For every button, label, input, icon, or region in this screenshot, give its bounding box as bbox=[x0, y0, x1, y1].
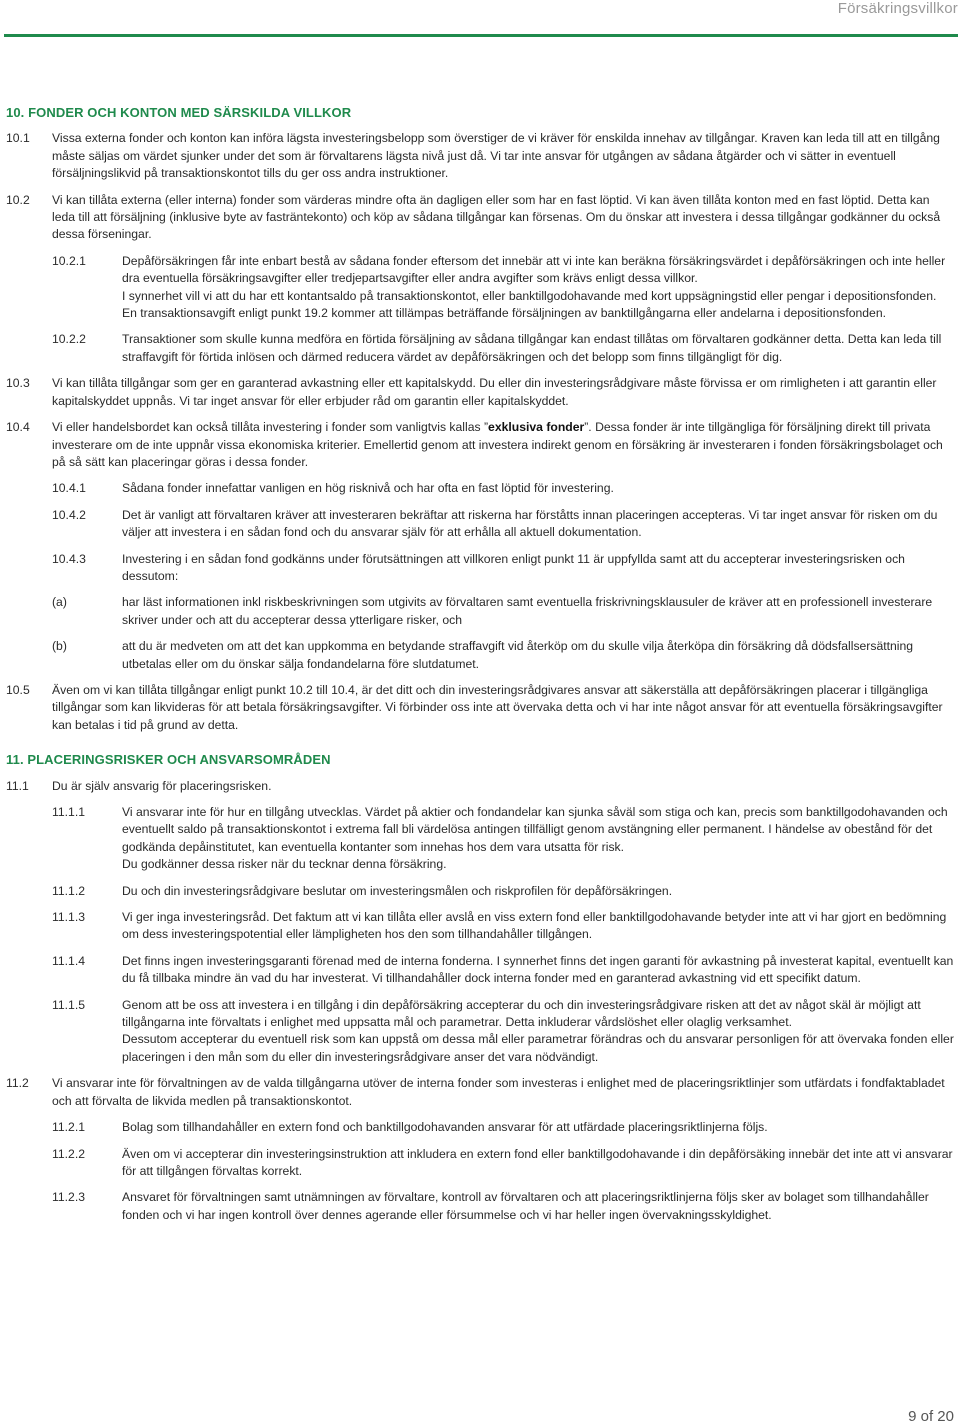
clause-text: Vissa externa fonder och konton kan införa lägsta investeringsbelopp som överstiger de vi kräver för enskilda innehav av tillgångar. Kraven kan leda till att en tillgång måste säljas om värdet sjunker under det som är förvaltarens lägsta nivå just då. Vi tar inte ansvar för utgången av sådana åtgärder och vi sätter in eventuell försäljningslikvid på transaktionskontot tills du ger oss andra instruktioner. bbox=[52, 131, 940, 181]
clause-11-2-3 bbox=[6, 1189, 954, 1224]
exclusive-funds-term: exklusiva fonder bbox=[488, 420, 585, 435]
clause-number: 11.1.5 bbox=[52, 997, 85, 1012]
clause-text: Ansvaret för förvaltningen samt utnämningen av förvaltare, kontroll av förvaltaren och att placeringsriktlinjerna följs sker av bolaget som tillhandahåller fonden och vi har ingen kontroll över dennes agerande eller försummelse och vi har heller ingen övervakningsskyldighet. bbox=[122, 1190, 929, 1222]
clause-10-4-3-b bbox=[6, 638, 954, 673]
clause-number: 10.2.2 bbox=[52, 332, 86, 347]
clause-number: 11.1.4 bbox=[52, 953, 85, 968]
clause-text: Vi kan tillåta externa (eller interna) fonder som värderas mindre ofta än dagligen eller som har en fast löptid. Vi kan även tillåta konton med en fast löptid. Detta kan leda till att försäljning (inklusive byte av fasträntekonto) och köp av sådana tillgångar kan försenas. Om du önskar att investera i dessa tillgångar godkänner du också dessa förseningar. bbox=[52, 192, 941, 242]
clause-text bbox=[52, 419, 954, 471]
clause-number: 10.2 bbox=[6, 192, 30, 207]
section-heading-10: 10. FONDER OCH KONTON MED SÄRSKILDA VILLKOR bbox=[6, 105, 352, 120]
clause-text: Du och din investeringsrådgivare beslutar om investeringsmålen och riskprofilen för depåförsäkringen. bbox=[122, 883, 673, 898]
clause-text: Det är vanligt att förvaltaren kräver att investeraren bekräftar att riskerna har förståtts innan placeringen accepteras. Vi tar inget ansvar för risken om du väljer att investera i en sådan fond och du ansvarar själv för att erhålla all aktuell dokumentation. bbox=[122, 507, 938, 540]
clause-text: Transaktioner som skulle kunna medföra en förtida försäljning av sådana tillgångar kan endast tillåtas om förvaltaren godkänner detta. Detta kan leda till straffavgift för förtida inlösen och därmed reducera värdet av depåförsäkringen och det belopp som finns tillgängligt för dig. bbox=[122, 332, 942, 364]
clause-10-4-2 bbox=[6, 507, 954, 542]
page-number: 9 of 20 bbox=[908, 1408, 954, 1425]
clause-10-4-3-a bbox=[6, 594, 954, 629]
clause-text: Du är själv ansvarig för placeringsrisken. bbox=[52, 778, 272, 793]
clause-text: Depåförsäkringen får inte enbart bestå av sådana fonder eftersom det innebär att vi inte kan beräkna försäkringsvärdet i depåförsäkringen och inte heller dra eventuella försäkringsavgifter eller tredjepartsavgifter eller andra avgifter som krävs enligt dessa villkor. bbox=[122, 253, 946, 286]
clause-number: 10.1 bbox=[6, 131, 30, 146]
clause-11-1-1 bbox=[6, 804, 954, 874]
clause-11-1-2 bbox=[6, 883, 954, 900]
clause-number: 11.2.2 bbox=[52, 1146, 85, 1161]
clause-text: Vi ger inga investeringsråd. Det faktum att vi kan tillåta eller avslå en viss extern fond eller banktillgodohavande betyder inte att vi har gjort en bedömning om dess investeringspotential eller lämpligheten hos den som tillhandahåller tillgången. bbox=[122, 910, 947, 942]
clause-number: 11.1.3 bbox=[52, 910, 85, 925]
clause-number: 11.2.1 bbox=[52, 1120, 85, 1135]
section-heading-11: 11. PLACERINGSRISKER OCH ANSVARSOMRÅDEN bbox=[6, 752, 331, 768]
clause-number: 10.2.1 bbox=[52, 253, 86, 268]
clause-text-part: ”. Dessa fonder är inte tillgängliga för försäljning direkt till privata investerare om de inte uppnår vissa ekonomiska kriterier. Emellertid genom att investera indirekt genom en försäkring är investeraren i fonden försäkringsbolaget och på så sätt kan placeringar göras i dessa fonder. bbox=[52, 420, 943, 469]
clause-number: 11.1.2 bbox=[52, 883, 85, 898]
clause-11-1-4 bbox=[6, 953, 954, 988]
clause-text: Även om vi kan tillåta tillgångar enligt punkt 10.2 till 10.4, är det ditt och din investeringsrådgivares ansvar att säkerställa att depåförsäkringen placerar i tillgängliga tillgångar som kan likvideras för att betala försäkringsavgifter. Vi förbinder oss inte att övervaka detta och vi har inte något ansvar för att eventuella försäkringsavgifter kan betalas i tid på grund av detta. bbox=[52, 682, 943, 732]
clause-text: Sådana fonder innefattar vanligen en hög risknivå och har ofta en fast löptid för investering. bbox=[122, 481, 614, 496]
clause-number: 10.4.1 bbox=[52, 481, 86, 496]
clause-11-2-1 bbox=[6, 1119, 954, 1136]
clause-text: Vi kan tillåta tillgångar som ger en garanterad avkastning eller ett kapitalskydd. Du eller din investeringsrådgivare måste förvissa er om rimligheten i att garantin eller kapitalskyddet uppnås. Vi tar inget ansvar för eller erbjuder råd om garantin eller kapitalskyddet. bbox=[52, 376, 937, 408]
clause-10-4-3 bbox=[6, 551, 954, 586]
clause-text: I synnerhet vill vi att du har ett kontantsaldo på transaktionskontot, eller banktillgodohavande med kort uppsägningstid eller pengar i depositionsfonden. En transaktionsavgift enligt punkt 19.2 kommer att tillämpas beträffande försäljningen av banktillgångarna eller andelarna i depositionsfonden. bbox=[122, 288, 937, 321]
document-body bbox=[6, 104, 954, 1233]
clause-text: Du godkänner dessa risker när du tecknar denna försäkring. bbox=[122, 857, 447, 872]
clause-number: 11.2.3 bbox=[52, 1190, 85, 1205]
clause-10-4-1 bbox=[6, 480, 954, 497]
clause-number: (b) bbox=[52, 639, 67, 654]
clause-text: Genom att be oss att investera i en tillgång i din depåförsäkring accepterar du och din investeringsrådgivare risken att det av något skäl är möjligt att tillgångarna inte förvaltats i enlighet med uppsatta mål och parametrar. Detta inkluderar vårdslöshet eller olaglig verksamhet. bbox=[122, 997, 921, 1030]
clause-number: 10.4.2 bbox=[52, 507, 86, 522]
clause-number: (a) bbox=[52, 595, 67, 610]
clause-11-1-3 bbox=[6, 909, 954, 944]
clause-text: att du är medveten om att det kan uppkomma en betydande straffavgift vid återköp om du skulle vilja återköpa din försäkring då dödsfallsersättning utbetalas eller om du önskar sälja fondandelarna före slutdatumet. bbox=[122, 639, 914, 671]
clause-11-1-5 bbox=[6, 997, 954, 1067]
clause-number: 10.4.3 bbox=[52, 551, 86, 566]
clause-11-2 bbox=[6, 1075, 954, 1110]
clause-10-3 bbox=[6, 375, 954, 410]
clause-11-2-2 bbox=[6, 1146, 954, 1181]
clause-text: Vi ansvarar inte för hur en tillgång utvecklas. Värdet på aktier och fondandelar kan sjunka såväl som stiga och kan, precis som banktillgodohavanden och eventuellt saldo på transaktionskontot i extrema fall bli värdelösa antingen tillfälligt genom avstängning eller permanent. I händelse av obestånd för det godkända depåinstitutet, kan eventuella kontanter som innehas hos dem vara utsatta för risk. bbox=[122, 805, 948, 854]
clause-text: Det finns ingen investeringsgaranti förenad med de interna fonderna. I synnerhet finns det ingen garanti för avkastning på investerat kapital, eventuellt kan du få tillbaka mindre än vad du har investerat. Vi tillhandahåller dock interna fonder med en garanterad avkastning vid ett specifikt datum. bbox=[122, 953, 954, 986]
clause-number: 10.5 bbox=[6, 682, 30, 697]
clause-11-1 bbox=[6, 778, 954, 795]
clause-10-1 bbox=[6, 130, 954, 182]
clause-text: Även om vi accepterar din investeringsinstruktion att inkludera en extern fond eller banktillgodohavande i din depåförsäking innebär det inte att vi ansvarar för att tillgången förvaltas korrekt. bbox=[122, 1146, 953, 1178]
clause-number: 11.1 bbox=[6, 778, 29, 793]
clause-text: Dessutom accepterar du eventuell risk som kan uppstå om dessa mål eller parametrar förändras och du ansvarar personligen för att övervaka fonden eller placeringen i den mån som du eller din investeringsrådgivare anser det vara nödvändigt. bbox=[122, 1032, 954, 1064]
clause-number: 11.2 bbox=[6, 1076, 29, 1091]
clause-text: Vi ansvarar inte för förvaltningen av de valda tillgångarna utöver de interna fonder som investeras i enlighet med de placeringsriktlinjer som utfärdats i fondfaktabladet och att förvalta de likvida medlen på transaktionskontot. bbox=[52, 1076, 945, 1108]
clause-text-part: Vi eller handelsbordet kan också tillåta investering i fonder som vanligtvis kallas ” bbox=[52, 420, 489, 435]
clause-number: 10.4 bbox=[6, 420, 30, 435]
clause-text: Investering i en sådan fond godkänns under förutsättningen att villkoren enligt punkt 11 är uppfyllda samt att du accepterar investeringsrisken och dessutom: bbox=[122, 551, 905, 583]
clause-10-2-2 bbox=[6, 331, 954, 366]
header-divider bbox=[4, 34, 958, 37]
clause-10-2-1 bbox=[6, 253, 954, 323]
clause-text: har läst informationen inkl riskbeskrivningen som utgivits av förvaltaren samt eventuella friskrivningsklausuler de kräver att en professionell investerare skriver under och att du accepterar dessa ytterligare risker, och bbox=[122, 595, 933, 627]
clause-number: 10.3 bbox=[6, 376, 30, 391]
clause-number: 11.1.1 bbox=[52, 805, 85, 819]
document-header-title: Försäkringsvillkor bbox=[837, 0, 958, 17]
clause-text: Bolag som tillhandahåller en extern fond och banktillgodohavanden ansvarar för att utfärdade placeringsriktlinjerna följs. bbox=[122, 1120, 768, 1135]
clause-10-2 bbox=[6, 192, 954, 244]
clause-10-5 bbox=[6, 682, 954, 734]
clause-10-4 bbox=[6, 419, 954, 471]
